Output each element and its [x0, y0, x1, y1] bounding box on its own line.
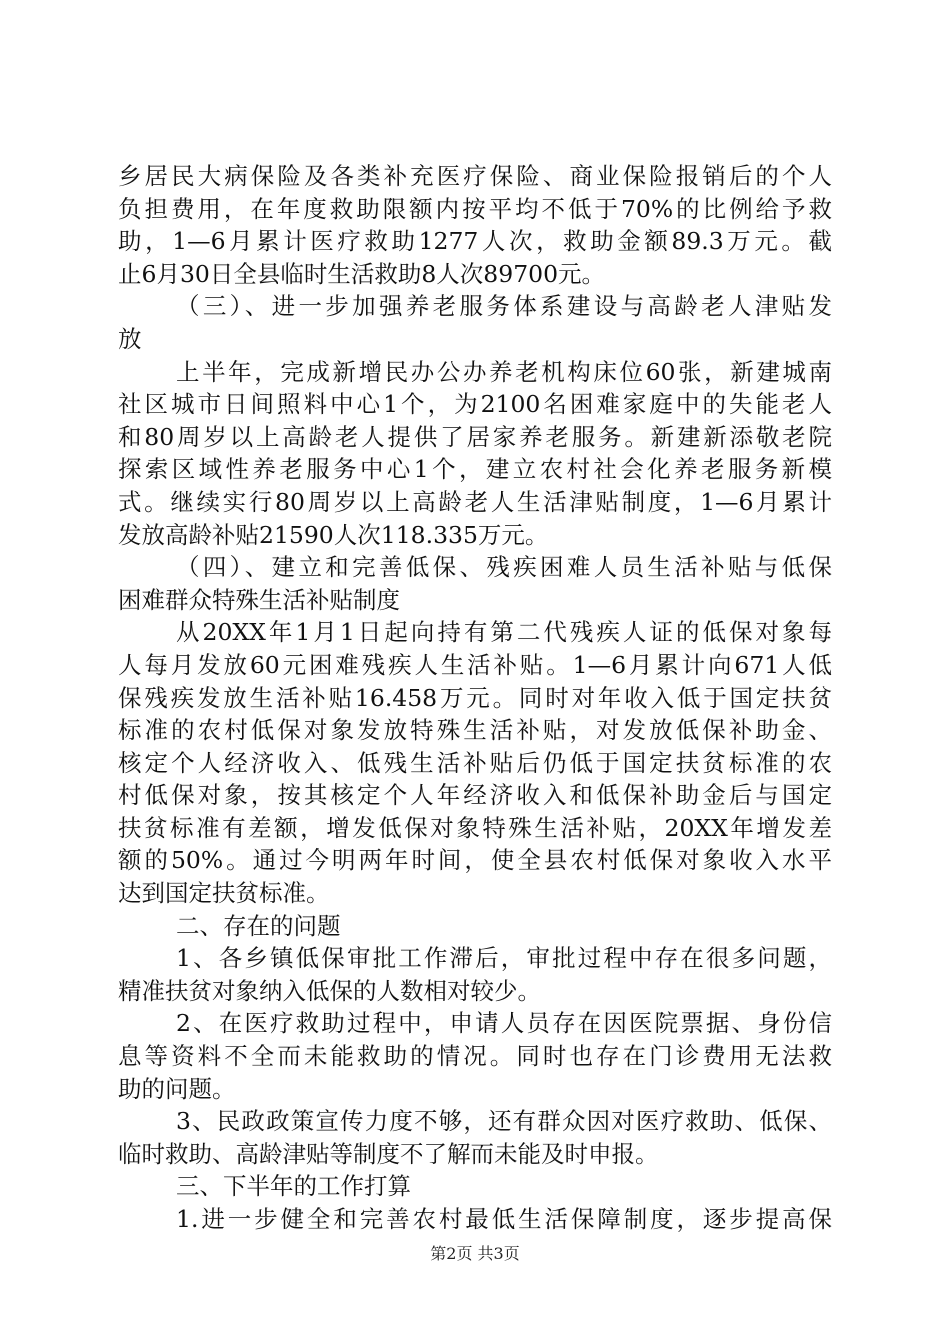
- text-line: 1.进一步健全和完善农村最低生活保障制度，逐步提高保: [176, 1205, 832, 1233]
- text-line: 和80周岁以上高龄老人提供了居家养老服务。新建新添敬老院: [118, 422, 832, 451]
- text-line: （三）、进一步加强养老服务体系建设与高龄老人津贴发: [176, 292, 832, 321]
- text-line: 3、民政政策宣传力度不够，还有群众因对医疗救助、低保、: [176, 1107, 832, 1136]
- text-line: 放: [118, 324, 142, 353]
- text-line: 负担费用，在年度救助限额内按平均不低于70%的比例给予救: [118, 194, 832, 223]
- text-line: 1、各乡镇低保审批工作滞后，审批过程中存在很多问题，: [176, 944, 832, 973]
- text-line: 村低保对象，按其核定个人年经济收入和低保补助金后与国定: [118, 781, 832, 810]
- text-line: 乡居民大病保险及各类补充医疗保险、商业保险报销后的个人: [118, 162, 832, 190]
- text-line: 保残疾发放生活补贴16.458万元。同时对年收入低于国定扶贫: [118, 683, 832, 712]
- text-line: 临时救助、高龄津贴等制度不了解而未能及时申报。: [118, 1139, 659, 1168]
- text-line: 止6月30日全县临时生活救助8人次89700元。: [118, 259, 606, 288]
- text-line: 发放高龄补贴21590人次118.335万元。: [118, 520, 549, 549]
- text-line: 从20XX年1月1日起向持有第二代残疾人证的低保对象每: [176, 618, 832, 647]
- text-line: 式。继续实行80周岁以上高龄老人生活津贴制度，1—6月累计: [118, 487, 832, 516]
- page-footer: 第2页 共3页: [430, 1244, 520, 1263]
- text-line: 二、存在的问题: [176, 911, 341, 940]
- text-line: 助，1—6月累计医疗救助1277人次，救助金额89.3万元。截: [118, 227, 832, 256]
- text-line: 精准扶贫对象纳入低保的人数相对较少。: [118, 976, 541, 1005]
- text-line: 三、下半年的工作打算: [176, 1172, 411, 1201]
- text-line: 困难群众特殊生活补贴制度: [118, 585, 400, 614]
- text-line: 探索区域性养老服务中心1个，建立农村社会化养老服务新模: [118, 455, 832, 484]
- text-line: 社区城市日间照料中心1个，为2100名困难家庭中的失能老人: [118, 390, 832, 419]
- text-line: （四）、建立和完善低保、残疾困难人员生活补贴与低保: [176, 553, 832, 582]
- text-line: 扶贫标准有差额，增发低保对象特殊生活补贴，20XX年增发差: [118, 813, 832, 842]
- text-line: 核定个人经济收入、低残生活补贴后仍低于国定扶贫标准的农: [118, 748, 832, 777]
- text-line: 上半年，完成新增民办公办养老机构床位60张，新建城南: [176, 357, 832, 386]
- text-line: 助的问题。: [118, 1074, 236, 1103]
- text-line: 标准的农村低保对象发放特殊生活补贴，对发放低保补助金、: [118, 716, 832, 745]
- text-line: 息等资料不全而未能救助的情况。同时也存在门诊费用无法救: [118, 1042, 832, 1071]
- text-line: 2、在医疗救助过程中，申请人员存在因医院票据、身份信: [176, 1009, 832, 1038]
- text-line: 人每月发放60元困难残疾人生活补贴。1—6月累计向671人低: [118, 650, 832, 679]
- text-line: 达到国定扶贫标准。: [118, 879, 330, 908]
- text-line: 额的50%。通过今明两年时间，使全县农村低保对象收入水平: [118, 846, 832, 875]
- document-body: [118, 160, 832, 1236]
